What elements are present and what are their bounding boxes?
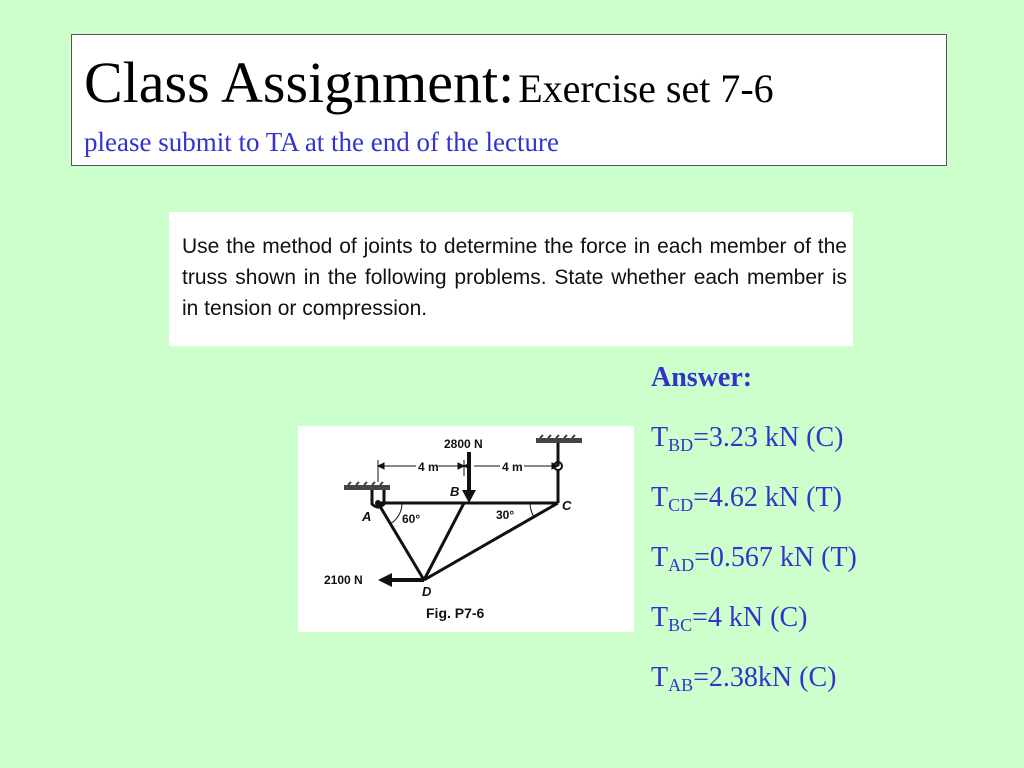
title	[84, 49, 774, 116]
title-box	[71, 34, 947, 166]
joint-c-label: C	[562, 498, 572, 513]
load-arrow-2100	[378, 573, 424, 587]
answer-member: AD	[668, 555, 695, 575]
answer-value: =0.567 kN (T)	[694, 542, 857, 573]
answer-member: CD	[668, 495, 694, 515]
joint-b-label: B	[450, 484, 460, 499]
answer-value: =3.23 kN (C)	[693, 422, 844, 453]
load-arrow-2800	[462, 452, 476, 503]
answer-member: BC	[668, 615, 693, 635]
answer-heading: Answer:	[651, 362, 753, 393]
answer-row	[651, 602, 807, 634]
answer-member: AB	[668, 675, 694, 695]
answer-prefix: T	[651, 542, 669, 573]
figure-caption: Fig. P7-6	[426, 605, 485, 621]
angle-a-label: 60°	[402, 512, 421, 526]
answer-row	[651, 422, 843, 454]
answer-prefix: T	[651, 662, 669, 693]
angle-c-label: 30°	[496, 508, 515, 522]
answer-member: BD	[668, 435, 694, 455]
angle-arc-c	[530, 503, 534, 517]
truss-diagram	[298, 426, 634, 632]
title-exercise: Exercise set 7-6	[518, 66, 774, 111]
span-left-label: 4 m	[418, 460, 439, 474]
joint-a-label: A	[362, 509, 372, 524]
problem-statement: Use the method of joints to determine the force in each member of the truss shown in the following problems. State whether each member is in tension or compression.	[182, 235, 847, 320]
answer-row	[651, 662, 836, 694]
angle-arc-a	[390, 503, 402, 524]
answer-value: =4 kN (C)	[692, 602, 808, 633]
answer-row	[651, 482, 842, 514]
subtitle: please submit to TA at the end of the lecture	[84, 127, 559, 157]
truss-figure	[298, 426, 634, 632]
answer-value: =2.38kN (C)	[693, 662, 837, 693]
ground-support-a	[344, 482, 390, 490]
ground-support-c	[536, 435, 582, 443]
answer-prefix: T	[651, 482, 669, 513]
answer-row	[651, 542, 857, 574]
load-label-2100: 2100 N	[324, 573, 363, 587]
title-main: Class Assignment:	[84, 50, 515, 115]
answer-prefix: T	[651, 422, 669, 453]
load-label-2800: 2800 N	[444, 437, 483, 451]
answer-prefix: T	[651, 602, 669, 633]
answer-value: =4.62 kN (T)	[693, 482, 842, 513]
span-right-label: 4 m	[502, 460, 523, 474]
problem-statement-box	[169, 212, 853, 346]
joint-d-label: D	[422, 584, 432, 599]
